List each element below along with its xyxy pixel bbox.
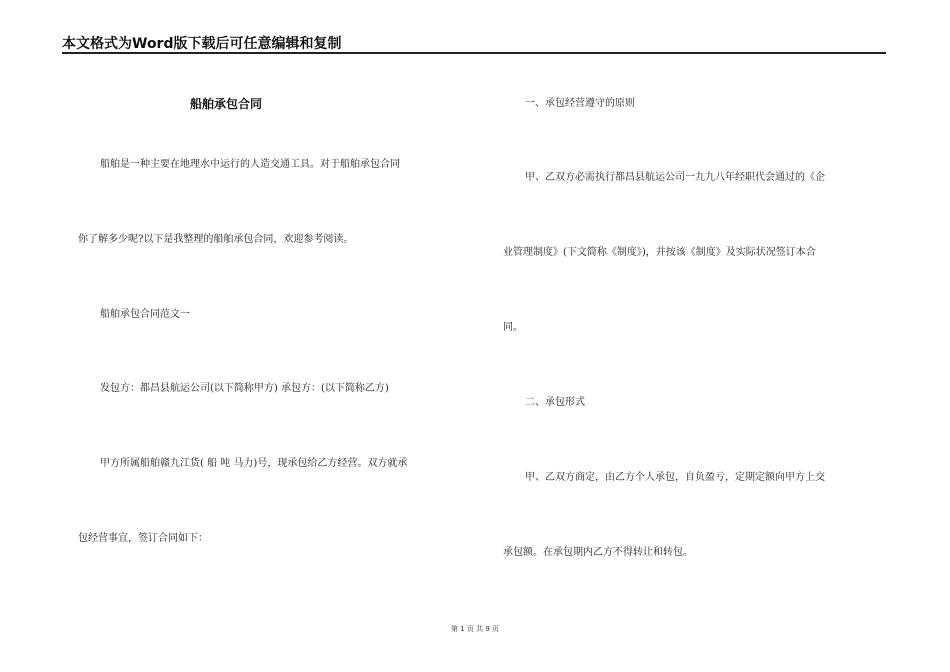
- left-paragraph-line: 你了解多少呢?以下是我整理的船舶承包合同，欢迎参考阅读。: [78, 234, 354, 245]
- left-subheading: 船舶承包合同范文一: [100, 309, 190, 320]
- left-paragraph-line: 船舶是一种主要在地理水中运行的人造交通工具。对于船舶承包合同: [100, 159, 400, 170]
- right-paragraph-line: 同。: [503, 322, 523, 333]
- left-paragraph-line: 发包方：都昌县航运公司(以下简称甲方) 承包方：(以下简称乙方): [100, 383, 389, 394]
- left-paragraph-line: 甲方所属船舶赣九江货( 船 吨 马力)号，现承包给乙方经营。双方就承: [100, 458, 408, 469]
- header-banner: 本文格式为Word版下载后可任意编辑和复制: [62, 36, 342, 52]
- right-paragraph-line: 承包额。在承包期内乙方不得转让和转包。: [503, 547, 693, 558]
- right-paragraph-line: 甲、乙双方必需执行都昌县航运公司一九九八年经职代会通过的《企: [525, 172, 825, 183]
- right-paragraph-line: 业管理制度》(下文简称《制度》)，并按该《制度》及实际状况签订本合: [503, 247, 816, 258]
- right-section-heading: 二、承包形式: [525, 397, 585, 408]
- right-section-heading: 一、承包经营遵守的原则: [525, 98, 635, 109]
- left-paragraph-line: 包经营事宜，签订合同如下：: [78, 533, 208, 544]
- header-divider: [62, 52, 886, 54]
- right-paragraph-line: 甲、乙双方商定，由乙方个人承包，自负盈亏，定期定额向甲方上交: [525, 472, 825, 483]
- page-number: 第 1 页 共 9 页: [450, 625, 500, 633]
- document-title: 船舶承包合同: [190, 97, 263, 111]
